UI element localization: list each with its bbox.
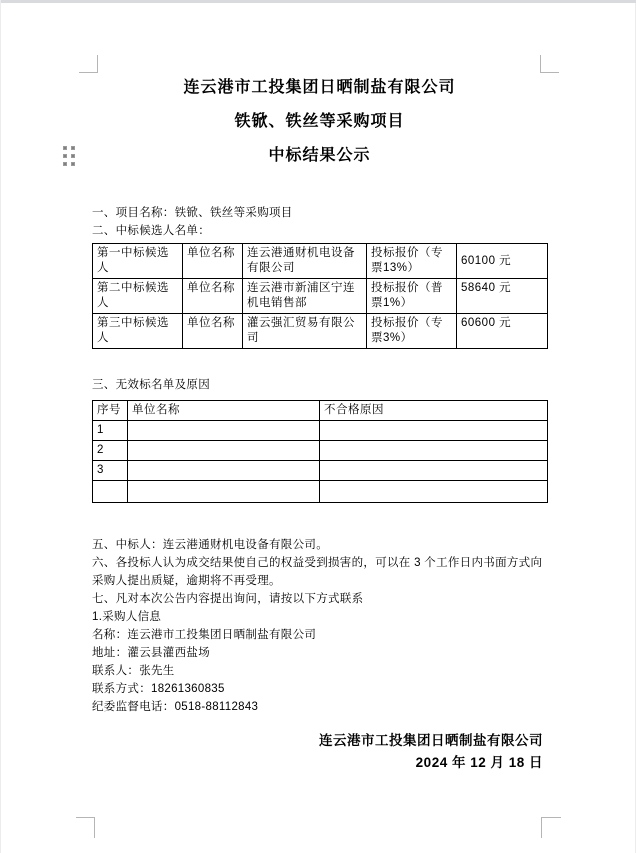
- table-row: [93, 441, 548, 461]
- table-row: [93, 279, 548, 314]
- unit-name-label: 单位名称: [183, 314, 243, 349]
- drag-handle-dot: [71, 146, 75, 150]
- doc-title-project: 铁锨、铁丝等采购项目: [234, 113, 405, 130]
- candidate-company: 灌云强汇贸易有限公司: [243, 314, 367, 349]
- quote-price: 58640 元: [457, 279, 548, 314]
- drag-handle-dot: [63, 146, 67, 150]
- seq-cell: [93, 481, 128, 503]
- quote-price: 60100 元: [457, 244, 548, 279]
- unit-name-cell: [128, 461, 320, 481]
- quote-label: 投标报价（专票13%）: [367, 244, 457, 279]
- candidates-table: [92, 243, 548, 349]
- table-row: [93, 244, 548, 279]
- unit-name-cell: [128, 481, 320, 503]
- section-7-contact-heading: 七、凡对本次公告内容提出询问，请按以下方式联系: [92, 593, 364, 605]
- table-row: [93, 461, 548, 481]
- purchaser-name: 名称：连云港市工投集团日晒制盐有限公司: [92, 629, 317, 641]
- reason-cell: [320, 481, 548, 503]
- quote-label: 投标报价（专票3%）: [367, 314, 457, 349]
- seq-cell: 2: [93, 441, 128, 461]
- supervision-phone: 纪委监督电话：0518-88112843: [92, 701, 259, 713]
- drag-handle-dot: [63, 154, 67, 158]
- table-row: [93, 421, 548, 441]
- section-2-candidate-list-heading: 二、中标候选人名单：: [92, 225, 210, 237]
- doc-title-company: 连云港市工投集团日晒制盐有限公司: [183, 79, 456, 96]
- table-row: [93, 481, 548, 503]
- table-header-row: [93, 401, 548, 421]
- quote-label: 投标报价（普票1%）: [367, 279, 457, 314]
- seq-cell: 1: [93, 421, 128, 441]
- signature-date: 2024 年 12 月 18 日: [415, 755, 543, 770]
- purchaser-phone: 联系方式：18261360835: [92, 683, 225, 695]
- page-margin-mark-top-right: [540, 55, 559, 73]
- signature-block: [92, 730, 547, 774]
- drag-handle-dot: [63, 162, 67, 166]
- unit-name-label: 单位名称: [183, 279, 243, 314]
- candidate-company: 连云港市新浦区宁连机电销售部: [243, 279, 367, 314]
- section-5-winner: 五、中标人：连云港通财机电设备有限公司。: [92, 539, 328, 551]
- purchaser-address: 地址：灌云县灌西盐场: [92, 647, 210, 659]
- col-header-seq: 序号: [93, 401, 128, 421]
- drag-handle-dot: [71, 154, 75, 158]
- page-margin-mark-bottom-right: [541, 817, 561, 838]
- candidate-rank: 第三中标候选人: [93, 314, 183, 349]
- quote-price: 60600 元: [457, 314, 548, 349]
- page-margin-mark-top-left: [79, 55, 98, 73]
- unit-name-cell: [128, 441, 320, 461]
- section-3-invalid-bids-heading: 三、无效标名单及原因: [92, 379, 210, 391]
- invalid-bids-table: [92, 400, 548, 503]
- col-header-unit-name: 单位名称: [128, 401, 320, 421]
- purchaser-info-heading: 1.采购人信息: [92, 611, 162, 623]
- reason-cell: [320, 461, 548, 481]
- page-margin-mark-bottom-left: [76, 817, 95, 838]
- section-1-project-name: 一、项目名称：铁锨、铁丝等采购项目: [92, 207, 293, 219]
- table-row: [93, 314, 548, 349]
- signature-company: 连云港市工投集团日晒制盐有限公司: [319, 733, 543, 748]
- purchaser-contact-person: 联系人：张先生: [92, 665, 175, 677]
- seq-cell: 3: [93, 461, 128, 481]
- unit-name-label: 单位名称: [183, 244, 243, 279]
- window-top-edge: [1, 0, 636, 3]
- col-header-reason: 不合格原因: [320, 401, 548, 421]
- drag-handle-icon[interactable]: [63, 146, 75, 166]
- candidate-company: 连云港通财机电设备有限公司: [243, 244, 367, 279]
- doc-title-announcement: 中标结果公示: [268, 147, 371, 164]
- section-6-objection-notice: 六、各投标人认为成交结果使自己的权益受到损害的，可以在 3 个工作日内书面方式向采购人提出质疑，逾期将不再受理。: [92, 557, 543, 587]
- drag-handle-dot: [71, 162, 75, 166]
- unit-name-cell: [128, 421, 320, 441]
- reason-cell: [320, 421, 548, 441]
- reason-cell: [320, 441, 548, 461]
- document-content: [92, 78, 547, 774]
- candidate-rank: 第二中标候选人: [93, 279, 183, 314]
- candidate-rank: 第一中标候选人: [93, 244, 183, 279]
